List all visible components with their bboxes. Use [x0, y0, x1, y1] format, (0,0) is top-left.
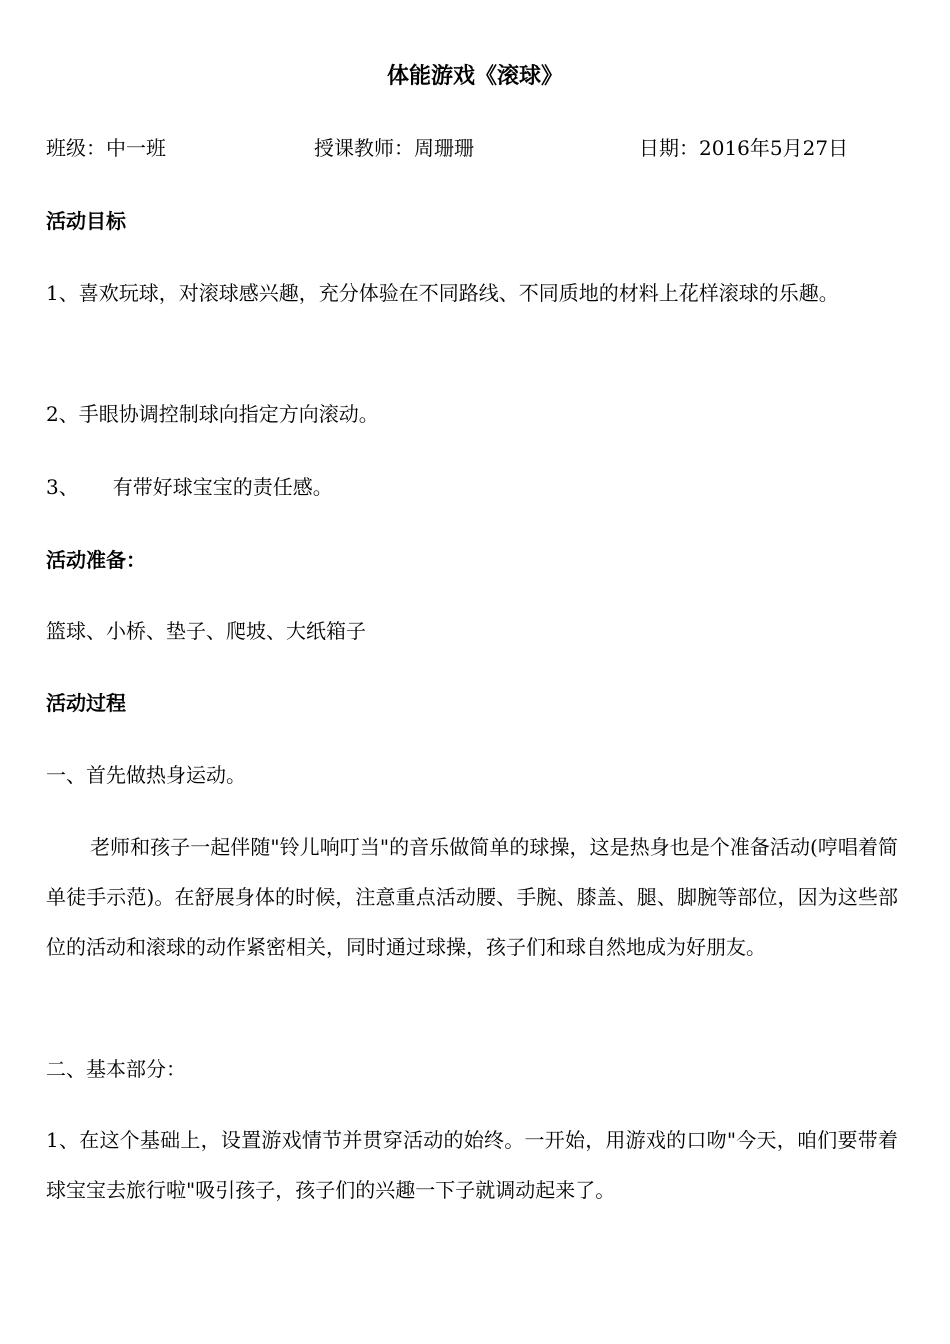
document-title: 体能游戏《滚球》	[386, 64, 563, 89]
goal-item-3-number: 3、	[46, 475, 79, 499]
goal-item-3-text: 有带好球宝宝的责任感。	[112, 475, 333, 499]
preparation-heading: 活动准备：	[46, 548, 146, 572]
goals-heading: 活动目标	[46, 209, 126, 233]
step-1-body: 老师和孩子一起伴随"铃儿响叮当"的音乐做简单的球操，这是热身也是个准备活动(哼唱着简单徒手示范)。在舒展身体的时候，注意重点活动腰、手腕、膝盖、腿、脚腕等部位，因为这些部位的活动和滚球的动作紧密相关，同时通过球操，孩子们和球自然地成为好朋友。	[46, 835, 898, 959]
step-2-title: 二、基本部分：	[46, 1057, 186, 1081]
step-2-item-1: 1、在这个基础上，设置游戏情节并贯穿活动的始终。一开始，用游戏的口吻"今天，咱们要带着球宝宝去旅行啦"吸引孩子，孩子们的兴趣一下子就调动起来了。	[46, 1128, 898, 1202]
goal-item-1: 1、喜欢玩球，对滚球感兴趣，充分体验在不同路线、不同质地的材料上花样滚球的乐趣。	[46, 281, 839, 305]
goal-item-2: 2、手眼协调控制球向指定方向滚动。	[46, 402, 379, 426]
date-info: 日期：2016年5月27日	[639, 136, 849, 160]
step-1-title: 一、首先做热身运动。	[46, 763, 246, 787]
goal-item-3	[46, 471, 333, 503]
process-heading: 活动过程	[46, 691, 126, 715]
class-info: 班级：中一班	[46, 136, 166, 160]
preparation-text: 篮球、小桥、垫子、爬坡、大纸箱子	[46, 619, 366, 643]
teacher-info: 授课教师：周珊珊	[314, 136, 474, 160]
